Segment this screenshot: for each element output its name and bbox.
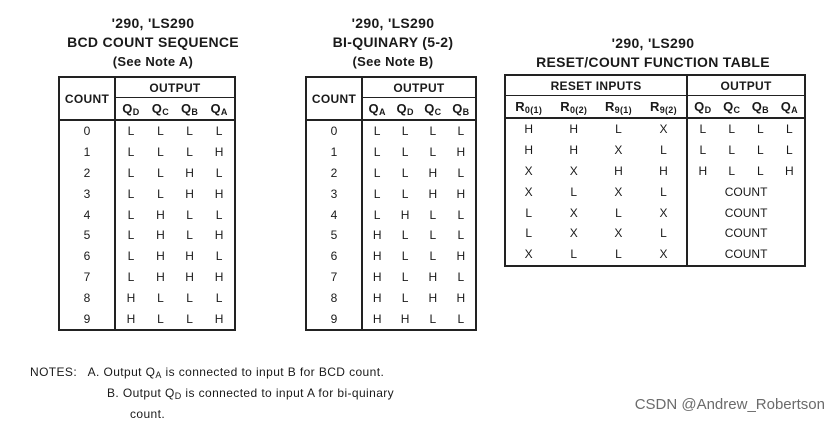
biq-output-cell: L bbox=[401, 145, 409, 160]
bcd-output-cell: L bbox=[127, 228, 135, 243]
biq-col-subscript: B bbox=[462, 106, 470, 117]
reset-input-cell: X bbox=[659, 205, 668, 220]
biq-output-cell: H bbox=[456, 290, 466, 305]
bcd-count-cell: 6 bbox=[59, 246, 115, 267]
reset-input-cell: X bbox=[614, 184, 623, 199]
bcd-col-letter: Q bbox=[180, 100, 192, 116]
reset-output-cell: H bbox=[687, 161, 717, 182]
reset-output-cell: L bbox=[757, 143, 764, 158]
biq-output-cell: L bbox=[429, 311, 437, 326]
bcd-output-cell: L bbox=[157, 186, 164, 201]
biq-table-row bbox=[306, 225, 476, 246]
biq-col-letter: Q bbox=[424, 100, 435, 116]
bcd-table-row bbox=[59, 204, 235, 225]
bcd-output-cell: H bbox=[214, 145, 224, 160]
biq-output-cell: H bbox=[372, 249, 382, 264]
notes-label: NOTES: bbox=[30, 365, 78, 379]
note-a-sub: A bbox=[155, 370, 162, 380]
reset-output-col-subscript: D bbox=[704, 104, 712, 115]
biq-table-row bbox=[306, 183, 476, 204]
reset-input-cell: L bbox=[570, 184, 578, 199]
biq-output-cell: L bbox=[429, 124, 437, 139]
biq-count-cell: 0 bbox=[306, 120, 362, 142]
reset-output-cell: H bbox=[784, 163, 794, 178]
reset-input-cell: X bbox=[659, 122, 668, 137]
biq-count-cell: 2 bbox=[306, 163, 362, 184]
bcd-output-cell: L bbox=[215, 207, 223, 222]
biq-output-cell: H bbox=[400, 207, 410, 222]
bcd-output-cell: H bbox=[214, 228, 224, 243]
reset-output-header: OUTPUT bbox=[687, 75, 805, 96]
biq-table-row bbox=[306, 246, 476, 267]
bcd-output-cell: H bbox=[156, 207, 165, 222]
bcd-count-cell: 9 bbox=[59, 308, 115, 330]
note-a-q: Q bbox=[145, 365, 156, 379]
reset-input-col-subscript: 0(2) bbox=[569, 104, 588, 115]
reset-input-cell: X bbox=[659, 247, 668, 262]
reset-input-cell: L bbox=[615, 247, 622, 262]
biq-output-cell: L bbox=[401, 124, 409, 139]
bcd-output-cell: L bbox=[215, 290, 223, 305]
bcd-output-cell: L bbox=[127, 165, 135, 180]
note-b-q: Q bbox=[165, 386, 175, 400]
biq-col-subscript: A bbox=[378, 106, 386, 117]
bcd-col-header bbox=[204, 98, 235, 121]
bcd-count-cell: 4 bbox=[59, 204, 115, 225]
bcd-output-cell: H bbox=[126, 290, 136, 305]
note-b-sub: D bbox=[174, 391, 182, 401]
bcd-output-cell: H bbox=[185, 165, 194, 180]
bcd-col-letter: Q bbox=[151, 100, 163, 116]
biq-col-header bbox=[391, 98, 419, 121]
biq-count-cell: 1 bbox=[306, 142, 362, 163]
bcd-col-letter: Q bbox=[122, 100, 133, 116]
bcd-table-row bbox=[59, 267, 235, 288]
biq-col-letter: Q bbox=[368, 100, 379, 116]
biq-table-row bbox=[306, 204, 476, 225]
bcd-col-subscript: A bbox=[220, 106, 228, 117]
bcd-count-header: COUNT bbox=[59, 77, 115, 120]
biq-table-row bbox=[306, 142, 476, 163]
bcd-title-1: '290, 'LS290 bbox=[111, 15, 195, 31]
biq-output-cell: L bbox=[457, 228, 465, 243]
reset-count-cell: COUNT bbox=[687, 223, 805, 244]
biq-output-cell: L bbox=[373, 124, 381, 139]
bcd-output-cell: L bbox=[157, 145, 164, 160]
bcd-output-cell: L bbox=[186, 145, 193, 160]
reset-input-cell: X bbox=[569, 163, 578, 178]
bcd-output-cell: H bbox=[185, 269, 194, 284]
reset-input-col-letter: R bbox=[604, 98, 615, 114]
reset-table-row bbox=[505, 202, 805, 223]
bcd-output-cell: H bbox=[185, 249, 194, 264]
bcd-col-subscript: D bbox=[132, 106, 140, 117]
reset-output-cell: L bbox=[687, 140, 717, 161]
bcd-output-cell: L bbox=[186, 228, 193, 243]
bcd-output-cell: L bbox=[127, 249, 135, 264]
biq-output-header: OUTPUT bbox=[362, 77, 476, 98]
bcd-output-cell: L bbox=[127, 186, 135, 201]
reset-input-col-subscript: 0(1) bbox=[524, 104, 543, 115]
reset-output-col-subscript: B bbox=[762, 104, 769, 115]
reset-input-cell: L bbox=[570, 247, 578, 262]
biq-count-cell: 7 bbox=[306, 267, 362, 288]
reset-output-col-header bbox=[687, 96, 717, 119]
bcd-table-row bbox=[59, 163, 235, 184]
reset-input-col-letter: R bbox=[650, 98, 660, 114]
reset-output-cell: L bbox=[757, 163, 764, 178]
bcd-output-cell: L bbox=[215, 249, 223, 264]
reset-output-cell: L bbox=[728, 163, 736, 178]
biq-count-cell: 4 bbox=[306, 204, 362, 225]
bcd-col-header bbox=[146, 98, 175, 121]
reset-input-col-subscript: 9(2) bbox=[659, 104, 677, 115]
reset-output-col-letter: Q bbox=[751, 98, 763, 114]
bcd-table-row bbox=[59, 308, 235, 330]
biq-table-row bbox=[306, 308, 476, 330]
biq-output-cell: L bbox=[373, 186, 381, 201]
bcd-table-row bbox=[59, 225, 235, 246]
biq-title-1: '290, 'LS290 bbox=[351, 15, 435, 31]
note-b-suffix: is connected to input A for bi-quinary bbox=[181, 386, 395, 400]
bcd-table-row bbox=[59, 183, 235, 204]
reset-input-col-header bbox=[641, 96, 687, 119]
biq-output-cell: L bbox=[429, 228, 437, 243]
bcd-output-cell: L bbox=[127, 269, 135, 284]
biq-output-cell: L bbox=[429, 207, 437, 222]
note-b bbox=[30, 384, 394, 405]
reset-table-row bbox=[505, 244, 805, 266]
biq-output-cell: H bbox=[428, 186, 438, 201]
reset-inputs-header: RESET INPUTS bbox=[505, 75, 687, 96]
biq-count-cell: 8 bbox=[306, 287, 362, 308]
reset-input-cell: L bbox=[615, 122, 622, 137]
bcd-count-sequence-table bbox=[58, 76, 236, 331]
bcd-output-cell: H bbox=[156, 269, 165, 284]
biq-title-3: (See Note B) bbox=[352, 54, 434, 69]
note-b-continued: count. bbox=[130, 407, 166, 421]
reset-count-cell: COUNT bbox=[687, 181, 805, 202]
reset-table-row bbox=[505, 140, 805, 161]
biq-count-cell: 5 bbox=[306, 225, 362, 246]
note-b-prefix: B. Output bbox=[107, 386, 166, 400]
biq-col-letter: Q bbox=[452, 100, 463, 116]
reset-input-cell: L bbox=[660, 143, 667, 158]
reset-input-cell: L bbox=[660, 184, 667, 199]
bcd-output-cell: H bbox=[214, 311, 224, 326]
bcd-output-cell: L bbox=[186, 124, 193, 139]
reset-input-cell: X bbox=[524, 163, 533, 178]
reset-title-1: '290, 'LS290 bbox=[611, 35, 695, 51]
bcd-count-cell: 8 bbox=[59, 287, 115, 308]
bcd-output-cell: H bbox=[156, 228, 165, 243]
reset-output-cell: L bbox=[728, 122, 736, 137]
biq-output-cell: H bbox=[428, 165, 438, 180]
bcd-output-cell: L bbox=[186, 207, 193, 222]
biq-output-cell: H bbox=[456, 186, 466, 201]
reset-input-cell: H bbox=[524, 122, 534, 137]
biq-col-header bbox=[419, 98, 447, 121]
reset-output-col-header bbox=[717, 96, 746, 119]
reset-input-cell: H bbox=[614, 163, 623, 178]
bcd-output-cell: L bbox=[127, 124, 135, 139]
reset-input-cell: X bbox=[524, 247, 533, 262]
bcd-col-header bbox=[115, 98, 146, 121]
bcd-count-cell: 1 bbox=[59, 142, 115, 163]
biq-count-cell: 6 bbox=[306, 246, 362, 267]
biq-output-cell: L bbox=[373, 145, 381, 160]
note-a bbox=[30, 363, 394, 384]
bcd-output-cell: H bbox=[156, 249, 165, 264]
reset-input-col-header bbox=[551, 96, 596, 119]
biq-output-cell: H bbox=[372, 228, 382, 243]
biq-output-cell: L bbox=[401, 269, 409, 284]
bcd-table-row bbox=[59, 120, 235, 142]
bcd-output-cell: H bbox=[185, 186, 194, 201]
reset-output-col-letter: Q bbox=[780, 98, 792, 114]
biq-output-cell: L bbox=[373, 165, 381, 180]
bcd-section bbox=[58, 14, 248, 71]
bcd-output-cell: L bbox=[186, 311, 193, 326]
reset-input-cell: L bbox=[525, 205, 533, 220]
bcd-output-cell: H bbox=[214, 269, 224, 284]
reset-table-row bbox=[505, 181, 805, 202]
bcd-count-cell: 0 bbox=[59, 120, 115, 142]
reset-table-row bbox=[505, 161, 805, 182]
bcd-output-cell: L bbox=[157, 165, 164, 180]
biq-count-cell: 3 bbox=[306, 183, 362, 204]
bi-quinary-sequence-table bbox=[305, 76, 477, 331]
bcd-output-cell: L bbox=[127, 145, 135, 160]
biq-table-row bbox=[306, 287, 476, 308]
biq-col-letter: Q bbox=[396, 100, 407, 116]
reset-input-cell: X bbox=[524, 184, 533, 199]
reset-output-cell: L bbox=[757, 122, 764, 137]
reset-input-cell: H bbox=[569, 122, 579, 137]
bcd-table-row bbox=[59, 142, 235, 163]
bcd-count-cell: 5 bbox=[59, 225, 115, 246]
reset-output-cell: L bbox=[728, 143, 736, 158]
reset-title-2: RESET/COUNT FUNCTION TABLE bbox=[536, 54, 770, 70]
biq-output-cell: L bbox=[401, 165, 409, 180]
biq-output-cell: L bbox=[429, 249, 437, 264]
biq-col-header bbox=[447, 98, 476, 121]
biq-output-cell: L bbox=[457, 207, 465, 222]
biq-output-cell: H bbox=[456, 145, 466, 160]
bcd-output-cell: L bbox=[157, 311, 164, 326]
reset-input-cell: X bbox=[569, 205, 578, 220]
biq-output-cell: L bbox=[401, 290, 409, 305]
bcd-output-cell: L bbox=[215, 165, 223, 180]
reset-output-cell: L bbox=[785, 122, 793, 137]
biq-title-2: BI-QUINARY (5-2) bbox=[332, 34, 454, 50]
notes bbox=[30, 363, 394, 423]
bcd-output-cell: H bbox=[126, 311, 136, 326]
biq-output-cell: H bbox=[400, 311, 410, 326]
reset-input-col-header bbox=[505, 96, 551, 119]
reset-output-cell: L bbox=[785, 143, 793, 158]
reset-input-col-letter: R bbox=[560, 98, 570, 114]
biq-output-cell: L bbox=[401, 249, 409, 264]
bcd-col-subscript: B bbox=[191, 106, 199, 117]
reset-output-col-subscript: C bbox=[733, 104, 741, 115]
bcd-title-3: (See Note A) bbox=[112, 54, 194, 69]
biq-output-cell: L bbox=[401, 186, 409, 201]
reset-input-col-letter: R bbox=[515, 98, 525, 114]
biq-col-subscript: C bbox=[434, 106, 442, 117]
bcd-count-cell: 3 bbox=[59, 183, 115, 204]
reset-table-row bbox=[505, 223, 805, 244]
bcd-col-header bbox=[175, 98, 204, 121]
biq-output-cell: L bbox=[457, 124, 465, 139]
biq-output-cell: L bbox=[457, 269, 465, 284]
bcd-output-cell: H bbox=[214, 186, 224, 201]
reset-input-cell: L bbox=[660, 226, 667, 241]
reset-input-cell: L bbox=[615, 205, 622, 220]
biq-count-cell: 9 bbox=[306, 308, 362, 330]
biq-table-row bbox=[306, 163, 476, 184]
reset-input-cell: X bbox=[569, 226, 578, 241]
reset-output-col-header bbox=[775, 96, 805, 119]
reset-input-cell: H bbox=[524, 143, 534, 158]
reset-input-cell: H bbox=[569, 143, 579, 158]
biq-count-header: COUNT bbox=[306, 77, 362, 120]
reset-count-cell: COUNT bbox=[687, 244, 805, 266]
biq-section bbox=[300, 14, 486, 71]
bcd-output-cell: L bbox=[186, 290, 193, 305]
biq-output-cell: L bbox=[457, 311, 465, 326]
biq-table-row bbox=[306, 267, 476, 288]
biq-output-cell: H bbox=[372, 290, 382, 305]
bcd-output-cell: L bbox=[157, 124, 164, 139]
biq-output-cell: H bbox=[428, 290, 438, 305]
reset-output-col-letter: Q bbox=[723, 98, 734, 114]
watermark: CSDN @Andrew_Robertson bbox=[634, 396, 825, 413]
bcd-col-subscript: C bbox=[162, 106, 170, 117]
biq-output-cell: L bbox=[457, 165, 465, 180]
biq-table-row bbox=[306, 120, 476, 142]
reset-input-col-subscript: 9(1) bbox=[614, 104, 632, 115]
biq-output-cell: H bbox=[456, 249, 466, 264]
biq-output-cell: H bbox=[372, 311, 382, 326]
reset-input-cell: L bbox=[525, 226, 533, 241]
reset-table-row bbox=[505, 118, 805, 140]
reset-section bbox=[508, 34, 798, 72]
reset-output-cell: L bbox=[687, 118, 717, 140]
bcd-output-cell: L bbox=[127, 207, 135, 222]
reset-input-cell: X bbox=[614, 143, 623, 158]
bcd-output-cell: L bbox=[157, 290, 164, 305]
reset-input-col-header bbox=[596, 96, 641, 119]
bcd-count-cell: 7 bbox=[59, 267, 115, 288]
biq-output-cell: L bbox=[373, 207, 381, 222]
reset-count-cell: COUNT bbox=[687, 202, 805, 223]
note-a-prefix: A. Output bbox=[87, 365, 146, 379]
reset-input-cell: H bbox=[659, 163, 668, 178]
bcd-col-letter: Q bbox=[210, 100, 221, 116]
reset-count-function-table bbox=[504, 74, 806, 267]
bcd-title-2: BCD COUNT SEQUENCE bbox=[67, 34, 239, 50]
bcd-table-row bbox=[59, 287, 235, 308]
note-a-suffix: is connected to input B for BCD count. bbox=[161, 365, 385, 379]
biq-output-cell: H bbox=[372, 269, 382, 284]
biq-output-cell: L bbox=[429, 145, 437, 160]
reset-output-col-letter: Q bbox=[694, 98, 705, 114]
bcd-table-row bbox=[59, 246, 235, 267]
reset-output-col-subscript: A bbox=[791, 104, 798, 115]
biq-output-cell: L bbox=[401, 228, 409, 243]
biq-col-subscript: D bbox=[406, 106, 414, 117]
biq-output-cell: H bbox=[428, 269, 438, 284]
bcd-output-header: OUTPUT bbox=[115, 77, 235, 98]
bcd-output-cell: L bbox=[215, 124, 223, 139]
reset-input-cell: X bbox=[614, 226, 623, 241]
bcd-count-cell: 2 bbox=[59, 163, 115, 184]
biq-col-header bbox=[362, 98, 391, 121]
reset-output-col-header bbox=[746, 96, 775, 119]
